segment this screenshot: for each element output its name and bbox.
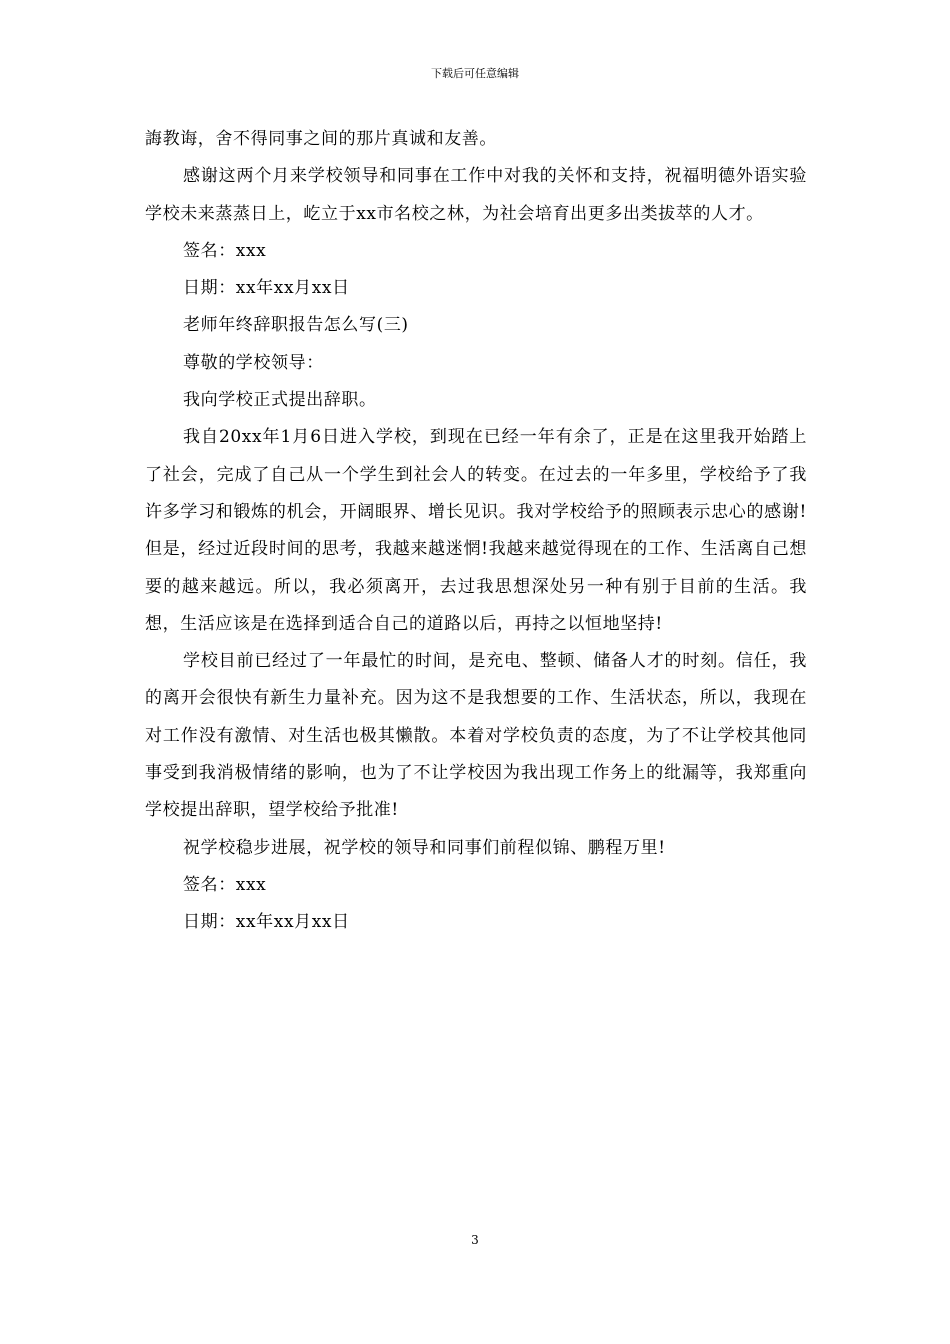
paragraph: 学校目前已经过了一年最忙的时间，是充电、整顿、储备人才的时刻。信任，我的离开会很快有新生力量补充。因为这不是我想要的工作、生活状态，所以，我现在对工作没有激情、对生活也极其懒散。本着对学校负责的态度，为了不让学校其他同事受到我消极情绪的影响，也为了不让学校因为我出现工作务上的纰漏等，我郑重向学校提出辞职，望学校给予批准!: [145, 651, 807, 821]
paragraph: 我向学校正式提出辞职。: [183, 390, 377, 411]
signature-line: 签名：xxx: [183, 874, 267, 895]
signature-line: 签名：xxx: [183, 240, 267, 261]
date-line: 日期：xx年xx月xx日: [183, 278, 350, 299]
paragraph: 我自20xx年1月6日进入学校，到现在已经一年有余了，正是在这里我开始踏上了社会，完成了自己从一个学生到社会人的转变。在过去的一年多里，学校给予了我许多学习和锻炼的机会，开阔眼界、增长见识。我对学校给予的照顾表示忠心的感谢!但是，经过近段时间的思考，我越来越迷惘!我越来越觉得现在的工作、生活离自己想要的越来越远。所以，我必须离开，去过我思想深处另一种有别于目前的生活。我想，生活应该是在选择到适合自己的道路以后，再持之以恒地坚持!: [145, 427, 807, 634]
salutation: 尊敬的学校领导：: [183, 352, 324, 373]
document-body: [145, 121, 807, 942]
page-number: 3: [471, 1233, 479, 1247]
date-line: 日期：xx年xx月xx日: [183, 912, 350, 933]
paragraph: 感谢这两个月来学校领导和同事在工作中对我的关怀和支持，祝福明德外语实验学校未来蒸蒸日上，屹立于xx市名校之林，为社会培育出更多出类拔萃的人才。: [145, 166, 807, 224]
section-title: 老师年终辞职报告怎么写(三): [183, 315, 409, 336]
closing-wish: 祝学校稳步进展，祝学校的领导和同事们前程似锦、鹏程万里!: [183, 837, 666, 858]
paragraph: 誨教诲，舍不得同事之间的那片真诚和友善。: [145, 129, 497, 149]
page-header: 下载后可任意编辑: [431, 67, 519, 80]
